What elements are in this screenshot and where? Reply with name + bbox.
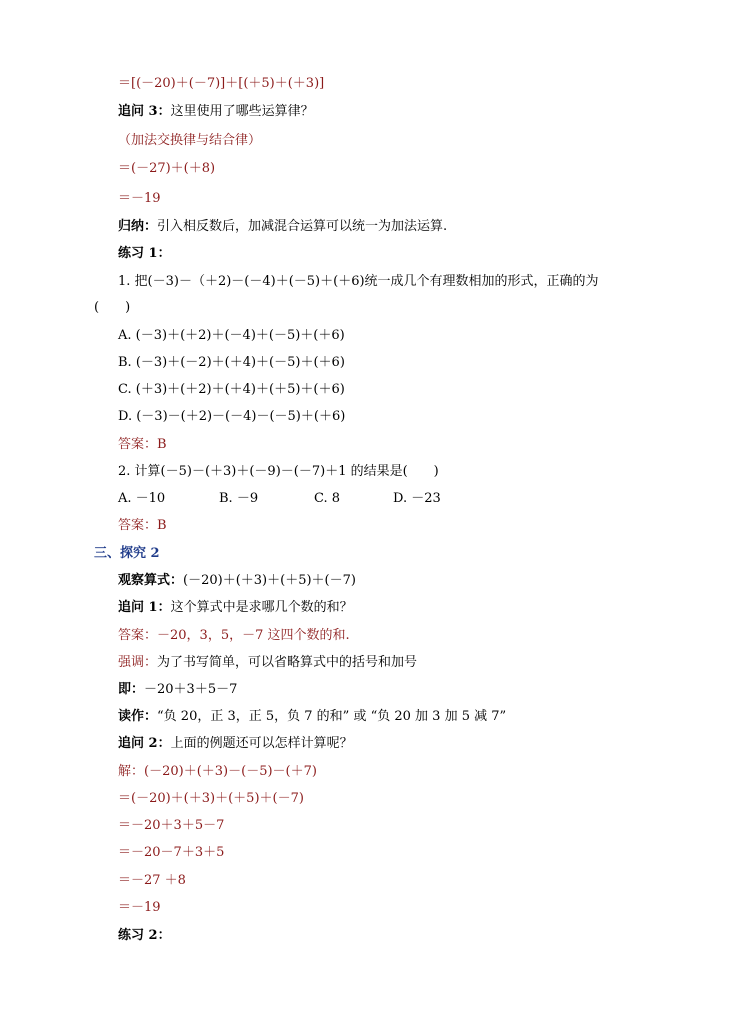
answer: 答案：B [118,518,167,533]
option-c: C. (＋3)＋(＋2)＋(＋4)＋(＋5)＋(＋6) [118,382,345,397]
math-step: ＝－19 [118,900,161,915]
option-d: D. (－3)－(＋2)－(－4)－(－5)＋(＋6) [118,409,346,424]
label: 强调： [118,655,158,670]
expression: －20＋3＋5－7 [144,682,238,697]
option-d: D. －23 [393,491,441,506]
observe-expression [118,573,356,589]
summary-text: 引入相反数后，加减混合运算可以统一为加法运算. [157,219,448,234]
question-text: 上面的例题还可以怎样计算呢？ [170,736,353,751]
read-text: “负 20，正 3，正 5，负 7 的和” 或 “负 20 加 3 加 5 减 7” [157,709,507,724]
math-step: ＝－27 ＋8 [118,873,186,888]
math-step: ＝(－20)＋(＋3)＋(＋5)＋(－7) [118,791,304,806]
math-step: ＝－20－7＋3＋5 [118,845,225,860]
question-stem: 1. 把(－3)－（＋2)－(－4)＋(－5)＋(＋6)统一成几个有理数相加的形式，正确的为 [118,274,599,289]
follow-up-question-1 [118,600,353,616]
option-a: A. (－3)＋(＋2)＋(－4)＋(－5)＋(＋6) [118,328,345,343]
label: 归纳： [118,219,158,234]
question-text: 这个算式中是求哪几个数的和？ [170,600,353,615]
emphasis [118,655,417,671]
label: 追问 2： [118,736,171,751]
label: 观察算式： [118,573,184,588]
simplified-expression [118,682,237,698]
follow-up-question-3 [118,104,314,120]
question-text: 这里使用了哪些运算律？ [170,104,314,119]
emphasis-text: 为了书写简单，可以省略算式中的括号和加号 [157,655,418,670]
option-c: C. 8 [314,491,341,506]
exercise-heading: 练习 1： [118,246,171,261]
math-step: ＝－19 [118,191,161,206]
expression: (－20)＋(＋3)－(－5)－(＋7) [144,764,317,779]
answer-paren: ( ) [94,300,131,315]
read-as [118,709,506,725]
label: 读作： [118,709,158,724]
math-step: ＝(－27)＋(＋8) [118,161,216,176]
label: 追问 1： [118,600,171,615]
math-step: ＝[(－20)＋(－7)]＋[(＋5)＋(＋3)] [118,76,325,91]
answer: 答案：B [118,437,167,452]
math-step: ＝－20＋3＋5－7 [118,818,225,833]
label: 即： [118,682,145,697]
exercise-heading: 练习 2： [118,928,171,943]
option-b: B. (－3)＋(－2)＋(＋4)＋(－5)＋(＋6) [118,355,345,370]
follow-up-question-2 [118,736,353,752]
solution [118,764,317,780]
label: 解： [118,764,145,779]
section-heading: 三、探究 2 [94,546,160,561]
option-a: A. －10 [118,491,166,506]
label: 追问 3： [118,104,171,119]
summary [118,219,447,235]
expression: (－20)＋(＋3)＋(＋5)＋(－7) [183,573,356,588]
answer-note: （加法交换律与结合律） [118,133,262,148]
question-stem: 2. 计算(－5)－(＋3)＋(－9)－(－7)＋1 的结果是( ) [118,464,439,479]
answer: 答案：－20，3，5，－7 这四个数的和. [118,628,350,643]
option-b: B. －9 [219,491,259,506]
